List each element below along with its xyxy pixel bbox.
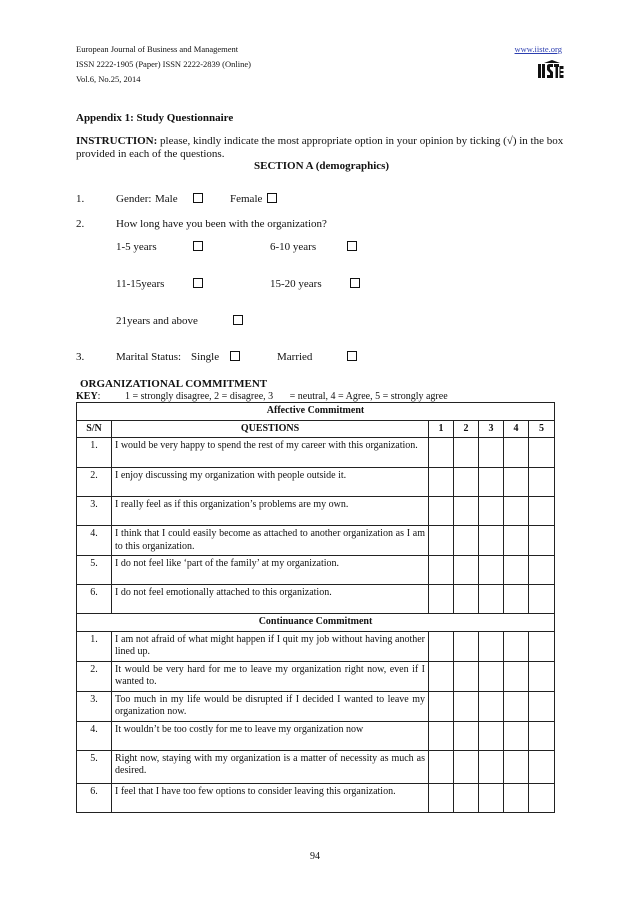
continuance-item-rating-cell-1[interactable] — [429, 721, 454, 750]
option-married-label: Married — [277, 351, 313, 363]
col-scale-5-header: 5 — [529, 420, 555, 438]
continuance-item-rating-cell-3[interactable] — [479, 783, 504, 812]
table-row — [77, 631, 555, 661]
table-row — [77, 585, 555, 614]
affective-item-rating-cell-4[interactable] — [504, 497, 529, 526]
option-21-years-label: 21years and above — [116, 315, 198, 327]
affective-item-question-text: I think that I could easily become as attached to another organization as I am to this organization. — [112, 526, 429, 556]
affective-item-rating-cell-2[interactable] — [454, 585, 479, 614]
checkbox-21-years[interactable] — [233, 315, 243, 325]
affective-item-rating-cell-1[interactable] — [429, 438, 454, 468]
affective-item-rating-cell-2[interactable] — [454, 497, 479, 526]
continuance-item-sn: 3. — [77, 691, 112, 721]
continuance-item-rating-cell-1[interactable] — [429, 783, 454, 812]
affective-item-rating-cell-1[interactable] — [429, 556, 454, 585]
continuance-item-rating-cell-1[interactable] — [429, 691, 454, 721]
affective-item-rating-cell-3[interactable] — [479, 497, 504, 526]
continuance-item-question-text: I feel that I have too few options to consider leaving this organization. — [112, 783, 429, 812]
table-row — [77, 783, 555, 812]
org-commitment-title: ORGANIZATIONAL COMMITMENT — [80, 378, 268, 390]
continuance-item-question-text: Right now, staying with my organization is a matter of necessity as much as desired. — [112, 750, 429, 783]
checkbox-married[interactable] — [347, 351, 357, 361]
table-row — [77, 497, 555, 526]
option-male-label: Male — [155, 193, 178, 205]
table-row — [77, 468, 555, 497]
instruction-label: INSTRUCTION: — [76, 135, 158, 147]
continuance-item-question-text: I am not afraid of what might happen if I quit my job without having another lined up. — [112, 631, 429, 661]
option-11-15-years-label: 11-15years — [116, 278, 165, 290]
table-row — [77, 556, 555, 585]
affective-item-rating-cell-1[interactable] — [429, 526, 454, 556]
affective-item-rating-cell-5[interactable] — [529, 438, 555, 468]
affective-item-sn: 2. — [77, 468, 112, 497]
page-number: 94 — [310, 851, 320, 862]
continuance-item-rating-cell-2[interactable] — [454, 631, 479, 661]
continuance-item-rating-cell-2[interactable] — [454, 750, 479, 783]
affective-item-rating-cell-5[interactable] — [529, 468, 555, 497]
continuance-item-rating-cell-3[interactable] — [479, 721, 504, 750]
issn-line: ISSN 2222-1905 (Paper) ISSN 2222-2839 (Online) — [76, 59, 251, 69]
affective-item-rating-cell-5[interactable] — [529, 526, 555, 556]
option-1-5-years-label: 1-5 years — [116, 241, 157, 253]
affective-item-rating-cell-4[interactable] — [504, 526, 529, 556]
affective-item-question-text: I really feel as if this organization’s problems are my own. — [112, 497, 429, 526]
checkbox-1-5-years[interactable] — [193, 241, 203, 251]
checkbox-15-20-years[interactable] — [350, 278, 360, 288]
col-questions-header: QUESTIONS — [112, 420, 429, 438]
continuance-item-rating-cell-3[interactable] — [479, 661, 504, 691]
continuance-item-rating-cell-5[interactable] — [529, 631, 555, 661]
option-single-label: Single — [191, 351, 220, 363]
affective-item-rating-cell-3[interactable] — [479, 438, 504, 468]
continuance-item-sn: 5. — [77, 750, 112, 783]
instruction-line2: provided in each of the questions. — [76, 148, 225, 160]
affective-item-sn: 5. — [77, 556, 112, 585]
affective-item-rating-cell-5[interactable] — [529, 556, 555, 585]
checkbox-single[interactable] — [230, 351, 240, 361]
q2-number: 2. — [76, 218, 85, 230]
affective-commitment-heading — [77, 403, 555, 421]
appendix-title: Appendix 1: Study Questionnaire — [76, 112, 234, 124]
continuance-item-rating-cell-3[interactable] — [479, 691, 504, 721]
affective-item-rating-cell-5[interactable] — [529, 497, 555, 526]
affective-item-rating-cell-4[interactable] — [504, 468, 529, 497]
journal-url-link[interactable]: www.iiste.org — [514, 44, 562, 54]
continuance-item-rating-cell-2[interactable] — [454, 661, 479, 691]
affective-item-question-text: I would be very happy to spend the rest of my career with this organization. — [112, 438, 429, 468]
col-scale-4-header: 4 — [504, 420, 529, 438]
continuance-item-rating-cell-2[interactable] — [454, 783, 479, 812]
table-row — [77, 721, 555, 750]
affective-item-question-text: I enjoy discussing my organization with people outside it. — [112, 468, 429, 497]
affective-item-rating-cell-5[interactable] — [529, 585, 555, 614]
instruction-text: please, kindly indicate the most appropriate option in your opinion by ticking (√) in the box — [160, 135, 564, 147]
continuance-item-rating-cell-4[interactable] — [504, 661, 529, 691]
col-scale-3-header: 3 — [479, 420, 504, 438]
key-part2: = neutral, 4 = Agree, 5 = strongly agree — [289, 391, 448, 402]
q3-number: 3. — [76, 351, 85, 363]
continuance-item-question-text: It wouldn’t be too costly for me to leave my organization now — [112, 721, 429, 750]
section-a-title: SECTION A (demographics) — [254, 160, 390, 172]
continuance-item-question-text: Too much in my life would be disrupted if I decided I wanted to leave my organization now. — [112, 691, 429, 721]
instruction-line1 — [76, 134, 562, 148]
continuance-item-rating-cell-3[interactable] — [479, 631, 504, 661]
iiste-logo — [538, 60, 564, 80]
continuance-item-rating-cell-5[interactable] — [529, 661, 555, 691]
continuance-item-rating-cell-4[interactable] — [504, 631, 529, 661]
continuance-item-rating-cell-2[interactable] — [454, 691, 479, 721]
commitment-table — [76, 402, 555, 813]
continuance-item-rating-cell-1[interactable] — [429, 750, 454, 783]
checkbox-female[interactable] — [267, 193, 277, 203]
affective-item-rating-cell-1[interactable] — [429, 468, 454, 497]
col-scale-1-header: 1 — [429, 420, 454, 438]
affective-item-rating-cell-1[interactable] — [429, 585, 454, 614]
affective-item-rating-cell-3[interactable] — [479, 556, 504, 585]
continuance-item-rating-cell-4[interactable] — [504, 721, 529, 750]
continuance-item-sn: 2. — [77, 661, 112, 691]
affective-item-question-text: I do not feel like ‘part of the family’ at my organization. — [112, 556, 429, 585]
table-header-row — [77, 420, 555, 438]
continuance-item-rating-cell-5[interactable] — [529, 691, 555, 721]
affective-item-rating-cell-3[interactable] — [479, 526, 504, 556]
col-sn-header: S/N — [77, 420, 112, 438]
affective-item-rating-cell-2[interactable] — [454, 438, 479, 468]
option-female-label: Female — [230, 193, 263, 205]
affective-commitment-heading-label: Affective Commitment — [77, 403, 555, 421]
affective-item-rating-cell-3[interactable] — [479, 585, 504, 614]
continuance-commitment-heading — [77, 614, 555, 632]
checkbox-6-10-years[interactable] — [347, 241, 357, 251]
journal-title: European Journal of Business and Management — [76, 44, 239, 54]
affective-item-rating-cell-4[interactable] — [504, 438, 529, 468]
checkbox-11-15-years[interactable] — [193, 278, 203, 288]
affective-item-sn: 4. — [77, 526, 112, 556]
continuance-item-question-text: It would be very hard for me to leave my organization right now, even if I wanted to. — [112, 661, 429, 691]
continuance-item-rating-cell-4[interactable] — [504, 750, 529, 783]
affective-item-sn: 1. — [77, 438, 112, 468]
continuance-item-rating-cell-5[interactable] — [529, 721, 555, 750]
volume-line: Vol.6, No.25, 2014 — [76, 74, 141, 84]
continuance-commitment-heading-label: Continuance Commitment — [77, 614, 555, 632]
option-6-10-years-label: 6-10 years — [270, 241, 317, 253]
checkbox-male[interactable] — [193, 193, 203, 203]
key-part1: 1 = strongly disagree, 2 = disagree, 3 — [124, 391, 274, 402]
col-scale-2-header: 2 — [454, 420, 479, 438]
affective-item-rating-cell-2[interactable] — [454, 526, 479, 556]
key-line: KEY: 1 = strongly disagree, 2 = disagree, 3 = neutral, 4 = Agree, 5 = strongly agree — [76, 391, 448, 402]
affective-item-sn: 3. — [77, 497, 112, 526]
option-15-20-years-label: 15-20 years — [270, 278, 322, 290]
affective-item-question-text: I do not feel emotionally attached to this organization. — [112, 585, 429, 614]
affective-item-sn: 6. — [77, 585, 112, 614]
table-row — [77, 661, 555, 691]
q2-question: How long have you been with the organization? — [116, 218, 327, 230]
table-row — [77, 691, 555, 721]
gender-label: Gender: — [116, 193, 152, 205]
continuance-item-rating-cell-5[interactable] — [529, 783, 555, 812]
affective-item-rating-cell-3[interactable] — [479, 468, 504, 497]
affective-item-rating-cell-2[interactable] — [454, 468, 479, 497]
table-row — [77, 438, 555, 468]
continuance-item-sn: 4. — [77, 721, 112, 750]
q1-number: 1. — [76, 193, 85, 205]
continuance-item-rating-cell-2[interactable] — [454, 721, 479, 750]
table-row — [77, 526, 555, 556]
continuance-item-rating-cell-5[interactable] — [529, 750, 555, 783]
marital-status-label: Marital Status: — [116, 351, 182, 363]
affective-item-rating-cell-4[interactable] — [504, 585, 529, 614]
continuance-item-rating-cell-1[interactable] — [429, 631, 454, 661]
affective-item-rating-cell-2[interactable] — [454, 556, 479, 585]
continuance-item-rating-cell-1[interactable] — [429, 661, 454, 691]
affective-item-rating-cell-4[interactable] — [504, 556, 529, 585]
continuance-item-rating-cell-3[interactable] — [479, 750, 504, 783]
affective-item-rating-cell-1[interactable] — [429, 497, 454, 526]
continuance-item-sn: 1. — [77, 631, 112, 661]
continuance-item-sn: 6. — [77, 783, 112, 812]
table-row — [77, 750, 555, 783]
continuance-item-rating-cell-4[interactable] — [504, 783, 529, 812]
key-label: KEY — [76, 391, 98, 402]
continuance-item-rating-cell-4[interactable] — [504, 691, 529, 721]
